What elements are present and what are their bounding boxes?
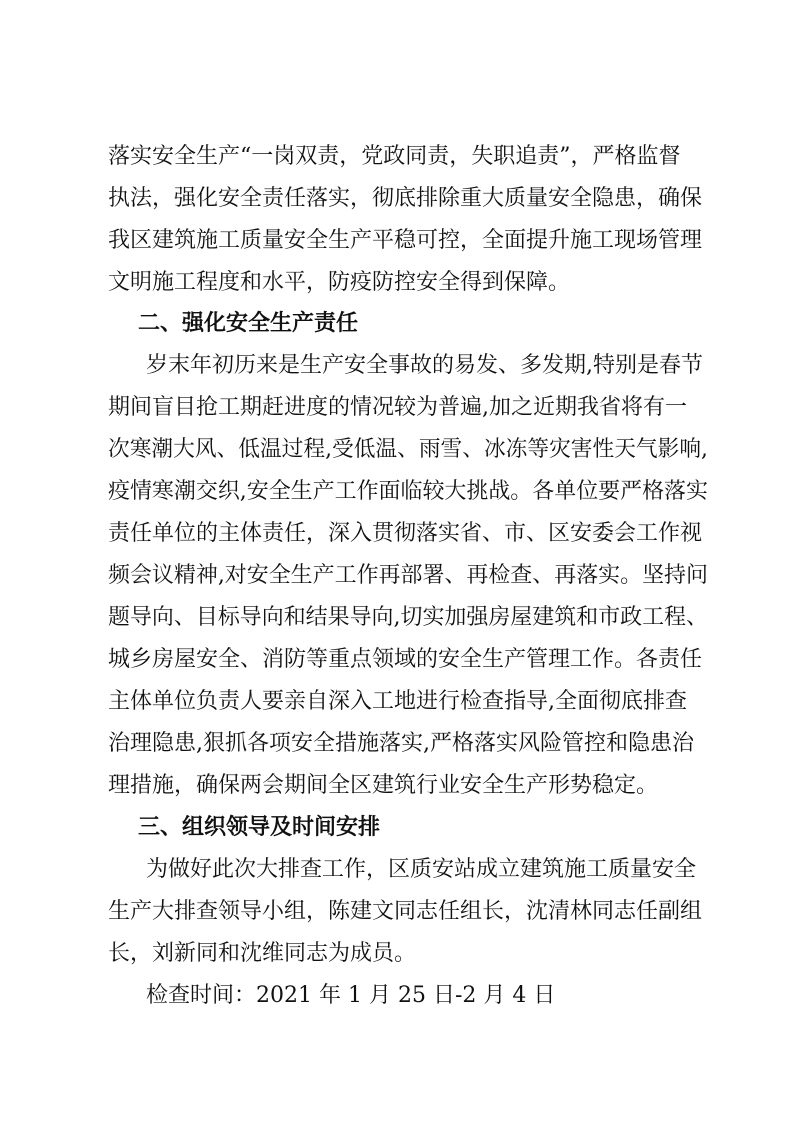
paragraph-line: 生产大排查领导小组，陈建文同志任组长，沈清林同志任副组 (108, 899, 703, 924)
paragraph-line: 题导向、目标导向和结果导向,切实加强房屋建筑和市政工程、 (108, 605, 708, 630)
section-heading: 三、组织领导及时间安排 (138, 815, 381, 840)
paragraph-line: 责任单位的主体责任，深入贯彻落实省、市、区安委会工作视 (108, 521, 703, 546)
paragraph-line: 执法，强化安全责任落实，彻底排除重大质量安全隐患，确保 (108, 186, 703, 211)
paragraph-line: 治理隐患,狠抓各项安全措施落实,严格落实风险管控和隐患治 (108, 731, 694, 756)
paragraph-line: 理措施，确保两会期间全区建筑行业安全生产形势稳定。 (108, 773, 659, 798)
inspection-time: 检查时间：2021 年 1 月 25 日-2 月 4 日 (146, 983, 556, 1008)
paragraph-line: 落实安全生产“一岗双责，党政同责，失职追责”，严格监督 (108, 144, 681, 169)
section-heading: 二、强化安全生产责任 (138, 311, 359, 336)
paragraph-line: 频会议精神,对安全生产工作再部署、再检查、再落实。坚持问 (108, 563, 708, 588)
paragraph-line: 期间盲目抢工期赶进度的情况较为普遍,加之近期我省将有一 (108, 395, 687, 420)
paragraph-line: 主体单位负责人要亲自深入工地进行检查指导,全面彻底排查 (108, 689, 687, 714)
paragraph-line: 长，刘新同和沈维同志为成员。 (108, 941, 417, 966)
paragraph-line: 我区建筑施工质量安全生产平稳可控，全面提升施工现场管理 (108, 228, 703, 253)
paragraph-line: 次寒潮大风、低温过程,受低温、雨雪、冰冻等灾害性天气影响, (108, 437, 708, 462)
paragraph-line: 疫情寒潮交织,安全生产工作面临较大挑战。各单位要严格落实 (108, 479, 708, 504)
paragraph-line: 文明施工程度和水平，防疫防控安全得到保障。 (108, 270, 571, 295)
paragraph-line: 岁末年初历来是生产安全事故的易发、多发期,特别是春节 (146, 353, 703, 378)
paragraph-line: 城乡房屋安全、消防等重点领域的安全生产管理工作。各责任 (108, 647, 703, 672)
paragraph-line: 为做好此次大排查工作，区质安站成立建筑施工质量安全 (146, 857, 697, 882)
